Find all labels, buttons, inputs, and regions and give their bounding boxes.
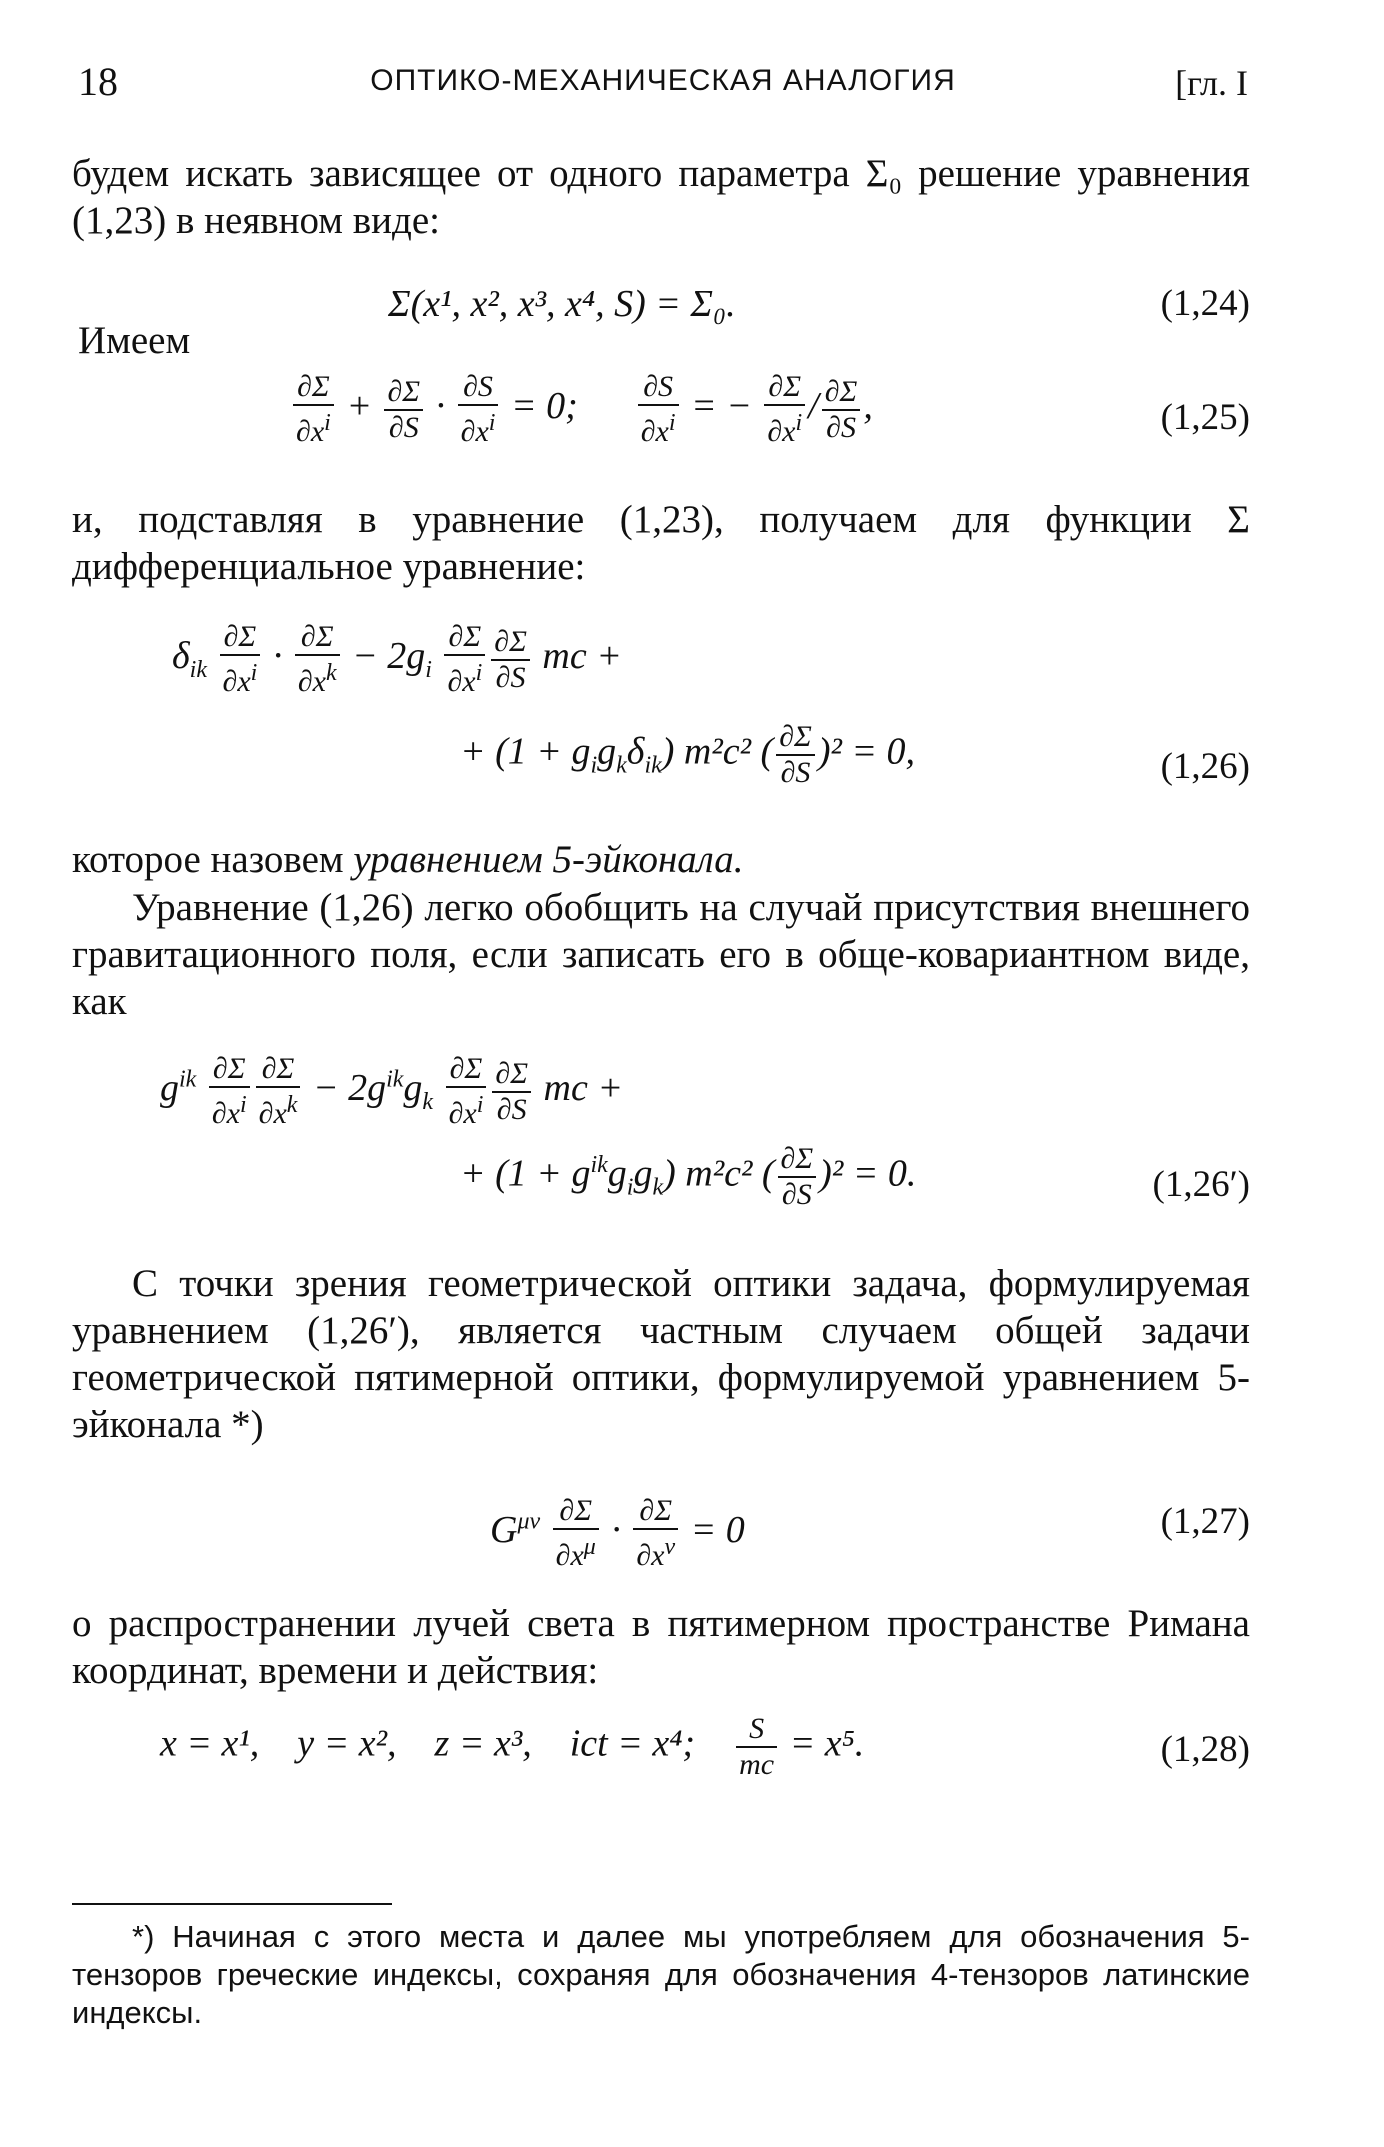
equation-1-24: Σ(x¹, x², x³, x⁴, S) = Σ₀. — [388, 283, 736, 325]
paragraph-substituting: и, подставляя в уравнение (1,23), получаем для функции Σ дифференциальное уравнение: — [72, 498, 1250, 588]
paragraph-5-eikonal — [72, 836, 1250, 883]
equation-1-27: $G^{\mu\nu}$ $\frac{\partial\Sigma}{\partial x^\mu}$ · $\frac{\partial\Sigma}{\partial x^\nu}$ = 0 — [490, 1494, 745, 1572]
equation-number-1-26p: (1,26′) — [1152, 1164, 1250, 1205]
equation-1-26-line1: $\delta_{ik}$ $\frac{\partial\Sigma}{\partial x^i}$ · $\frac{\partial\Sigma}{\partial x^k}$ − $2g_i$ $\frac{\partial\Sigma}{\partial x^i}$ $\frac{\partial\Sigma}{\partial S}$ mc + — [172, 620, 622, 698]
equation-number-1-27: (1,27) — [1160, 1501, 1250, 1542]
paragraph-5-eikonal-text: которое назовем — [72, 838, 354, 881]
page-number: 18 — [78, 59, 118, 104]
equation-1-25: $\frac{\partial\Sigma}{\partial x^i}$ + $\frac{\partial\Sigma}{\partial S}$ · $\frac{\partial S}{\partial x^i}$ = 0; $\frac{\partial S}{\partial x^i}$ = − $\frac{\partial\Sigma}{\partial x^i}$ / $\frac{\partial\Sigma}{\partial S}$ , — [290, 370, 873, 449]
equation-1-28: x = x¹, y = x², z = x³, ict = x⁴; $\frac{S}{mc}$ = x⁵. — [160, 1712, 865, 1781]
equation-number-1-24: (1,24) — [1160, 283, 1250, 324]
equation-1-26p-line1: $g^{ik}$ $\frac{\partial\Sigma}{\partial x^i}$ $\frac{\partial\Sigma}{\partial x^k}$ − $2g^{ik}g_k$ $\frac{\partial\Sigma}{\partial x^i}$ $\frac{\partial\Sigma}{\partial S}$ mc + — [160, 1052, 623, 1130]
page-header — [78, 58, 1248, 118]
chapter-marker: [гл. I — [1175, 63, 1248, 103]
footnote — [72, 1918, 1250, 2032]
equation-number-1-25: (1,25) — [1160, 397, 1250, 438]
label-imeem: Имеем — [78, 319, 191, 362]
equation-1-26-line2: + $(1 + g_ig_k\delta_{ik})$ m²c² ( $\frac{\partial\Sigma}{\partial S}$ )² = 0, — [460, 720, 916, 789]
paragraph-intro: будем искать зависящее от одного параметра Σ₀ решение уравнения (1,23) в неявном виде: — [72, 152, 1250, 242]
paragraph-geometric-optics: С точки зрения геометрической оптики задача, формулируемая уравнением (1,26′), является частным случаем общей задачи геометрической пятимерной оптики, формулируемой уравнением 5-эйконала *) — [72, 1262, 1250, 1446]
running-title: ОПТИКО-МЕХАНИЧЕСКАЯ АНАЛОГИЯ — [370, 64, 956, 97]
equation-number-1-28: (1,28) — [1160, 1729, 1250, 1770]
equation-1-26p-line2: + $(1 + g^{ik}g_ig_k)$ m²c² ( $\frac{\partial\Sigma}{\partial S}$ )² = 0. — [460, 1142, 917, 1211]
paragraph-generalize: Уравнение (1,26) легко обобщить на случай присутствия внешнего гравитационного поля, если записать его в обще-ковариантном виде, как — [72, 886, 1250, 1023]
term-5-eikonal: уравнением 5-эйконала. — [353, 838, 744, 881]
paragraph-light-rays: о распространении лучей света в пятимерном пространстве Римана координат, времени и действия: — [72, 1602, 1250, 1692]
footnote-rule — [72, 1903, 392, 1905]
equation-number-1-26: (1,26) — [1160, 746, 1250, 787]
footnote-text: *) Начиная с этого места и далее мы употребляем для обозначения 5-тензоров греческие индексы, сохраняя для обозначения 4-тензоров латинские индексы. — [72, 1919, 1250, 2030]
